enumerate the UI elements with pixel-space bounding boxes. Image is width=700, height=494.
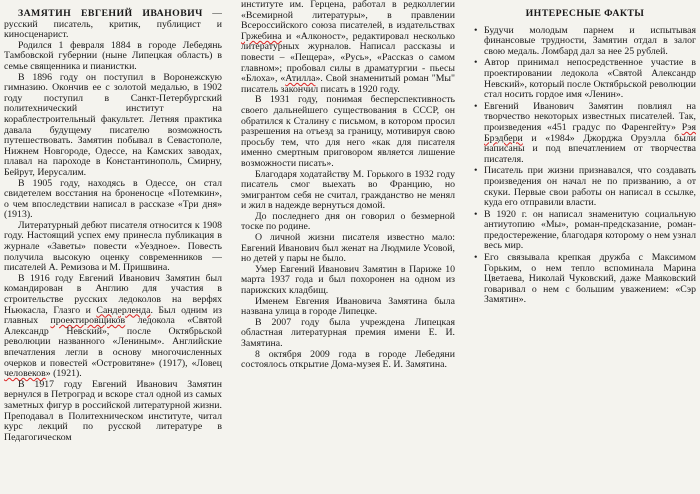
facts-title: ИНТЕРЕСНЫЕ ФАКТЫ xyxy=(525,8,645,19)
spellcheck-word: Атилла xyxy=(285,73,316,85)
bio-intro-text: — русский писатель, критик, публицист и киносценарист. xyxy=(4,8,222,41)
fact-item: • Его связывала крепкая дружба с Максимом Горьким, о нем тепло вспоминала Марина Цветаева, Николай Чуковский, даже Маяковский говаривал о нем с большим уважением: «Сэр Замятин». xyxy=(474,253,696,306)
column-biography-part2 xyxy=(241,0,455,494)
spellcheck-word: Гржебина xyxy=(241,30,282,42)
bio-paragraph-street: Именем Евгения Ивановича Замятина была названа улица в городе Липецке. xyxy=(241,295,455,318)
bio-paragraph-france: Благодаря ходатайству М. Горького в 1932 году писатель смог выехать во Францию, но эмигрантом себя не считал, гражданство не менял и жил в надежде вернуться домой. xyxy=(241,168,455,212)
spellcheck-word: Рэя Брэдбери xyxy=(484,121,696,144)
fact-item: • Будучи молодым парнем и испытывая финансовые трудности, Замятин отдал в залог свою медаль. Ломбард дал за нее 25 рублей. xyxy=(474,26,696,58)
column-biography-part1 xyxy=(4,0,222,494)
bio-paragraph-england: В 1916 году Евгений Иванович Замятин был командирован в Англию для участия в строительстве русских ледоколов на верфях Ньюкасла, Глазго и Сандерленда. Был одним из главных проектировщиков ледокола «Святой Александр Невский», после Октябрьской революции названного «Лениным». Английские впечатления легли в основу многочисленных очерков и повестей «Островитяне» (1917), «Ловец человеков» (1921). xyxy=(4,272,222,380)
facts-list xyxy=(474,26,696,306)
spellcheck-word: проектировщиков xyxy=(50,315,126,327)
bio-paragraph-debut: Литературный дебют писателя относится к 1908 году. Настоящий успех ему принесла публикация в журнале «Заветы» повести «Уездное». Повесть получила высокую оценку современников — писателей А. Ремизова и М. Пришвина. xyxy=(4,219,222,274)
bio-paragraph-personal: О личной жизни писателя известно мало: Евгений Иванович был женат на Людмиле Усовой, но детей у пары не было. xyxy=(241,232,455,265)
bio-paragraph-museum: 8 октября 2009 года в городе Лебедяни состоялось открытие Дома-музея Е. И. Замятина. xyxy=(241,348,455,371)
fact-item: • Евгений Иванович Замятин повлиял на творчество некоторых известных писателей. Так, произведения «451 градус по Фаренгейту» Рэя Брэдбери и «1984» Джорджа Оруэлла были написаны и под впечатлением от творчества писателя. xyxy=(474,102,696,166)
bio-paragraph-death: Умер Евгений Иванович Замятин в Париже 10 марта 1937 года и был похоронен на одном из парижских кладбищ. xyxy=(241,263,455,297)
bio-paragraph-birth: Родился 1 февраля 1884 в городе Лебедянь Тамбовской губернии (ныне Липецкая область) в семье священника и пианистки. xyxy=(4,39,222,72)
fact-item: • Писатель при жизни признавался, что создавать произведения он начал не по призванию, а от скуки. Первые свои работы он написал в ссылке, куда его отправили власти. xyxy=(474,166,696,208)
fact-item: • Автор принимал непосредственное участие в проектировании ледокола «Святой Александр Невский», который после Октябрьской революции стал носить гордое имя «Ленин». xyxy=(474,58,696,100)
spellcheck-word: человеков xyxy=(4,368,46,380)
bio-paragraph-education: В 1896 году он поступил в Воронежскую гимназию. Окончив ее с золотой медалью, в 1902 году поступил в Санкт-Петербургский политехнический институт на кораблестроительный факультет. Летняя практика давала будущему писателю возможность путешествовать. Замятин побывал в Севастополе, Нижнем Новгороде, Одессе, на Камских заводах, плавал на пароходе в Константинополь, Смирну, Бейрут, Иерусалим. xyxy=(4,71,222,178)
bio-paragraph-letter: В 1931 году, понимая бесперспективность своего дальнейшего существования в СССР, он обратился к Сталину с письмом, в котором просил разрешения на отъезд за границу, мотивируя свою просьбу тем, что для него «как для писателя именно смертным приговором является лишение возможности писать». xyxy=(241,94,455,169)
column-facts xyxy=(474,0,696,494)
bio-paragraph-career: институте им. Герцена, работал в редколлегии «Всемирной литературы», в правлении Всероссийского союза писателей, в издательствах Гржебина и «Алконост», редактировал несколько литературных журналов. Написал рассказы и повести – «Пещера», «Русь», «Рассказ о самом главном»; пробовал силы в драматургии - пьесы «Блоха», «Атилла». Свой знаменитый роман "Мы" писатель закончил писать в 1920 году. xyxy=(241,0,455,95)
fact-item: • В 1920 г. он написал знаменитую социальную антиутопию «Мы», роман-предсказание, роман-предостережение, благодаря которому о нем узнал весь мир. xyxy=(474,210,696,252)
bio-paragraph-petrograd: В 1917 году Евгений Иванович Замятин вернулся в Петроград и вскоре стал одной из самых заметных фигур в российской литературной жизни. Преподавал в Политехническом институте, читал курс лекций по русской литературе в Педагогическом xyxy=(4,378,222,443)
spellcheck-word: Сандерленда xyxy=(96,304,151,316)
bio-paragraph-odessa: В 1905 году, находясь в Одессе, он стал свидетелем восстания на броненосце «Потемкин», о чем впоследствии написал в рассказе «Три дня» (1913). xyxy=(4,177,222,221)
bio-paragraph-prize: В 2007 году была учреждена Липецкая областная литературная премия имени Е. И. Замятина. xyxy=(241,316,455,349)
page-title: ЗАМЯТИН ЕВГЕНИЙ ИВАНОВИЧ xyxy=(18,8,203,19)
bio-intro xyxy=(4,9,222,41)
bio-paragraph-longing: До последнего дня он говорил о безмерной тоске по родине. xyxy=(241,210,455,233)
